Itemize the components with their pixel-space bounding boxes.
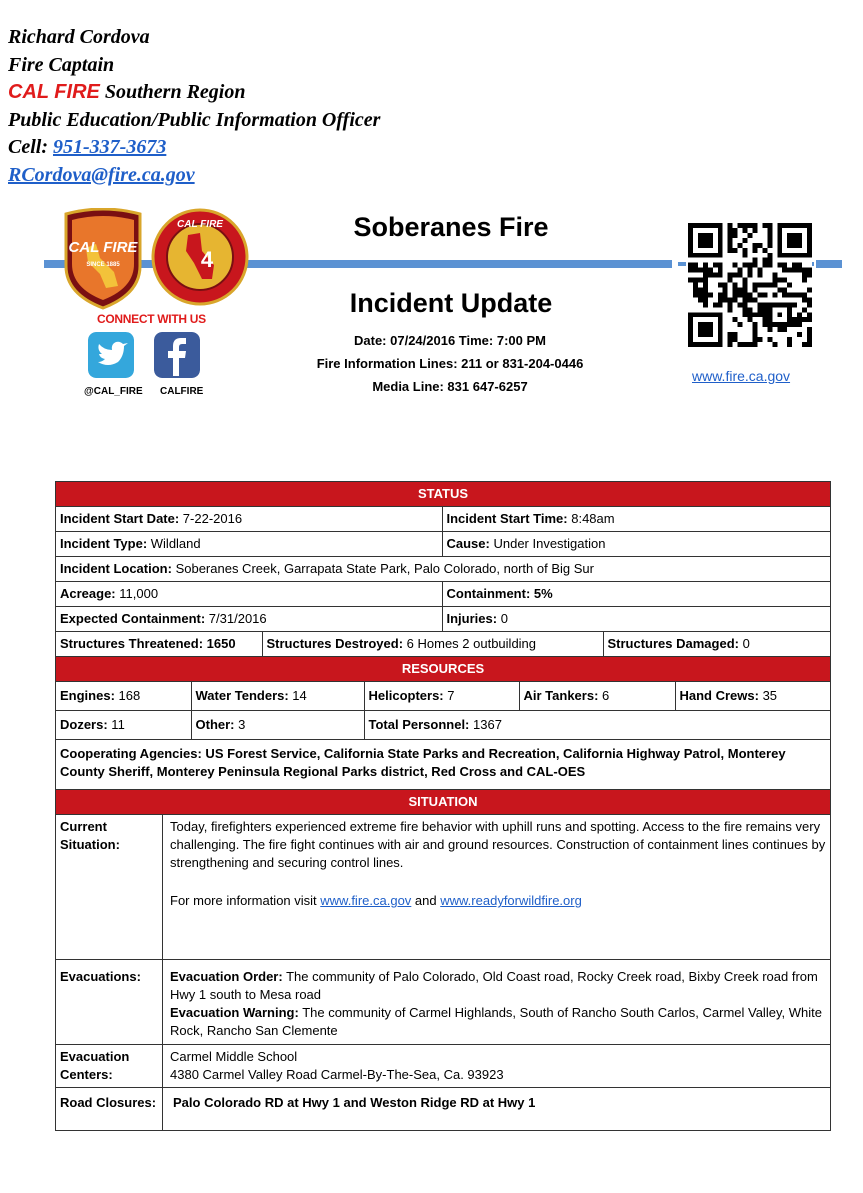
engines: Engines: 168 [56, 682, 191, 711]
cell-phone-link[interactable]: 951-337-3673 [53, 136, 167, 158]
incident-update-title: Incident Update [349, 288, 553, 318]
status-heading: STATUS [56, 482, 831, 507]
signature-cell [8, 134, 380, 162]
evacuation-centers-label: Evacuation Centers: [56, 1045, 163, 1088]
logo1-text: CAL FIRE [68, 239, 138, 256]
logo2-text: CAL FIRE [177, 219, 223, 230]
situation-heading: SITUATION [56, 790, 831, 815]
hand-crews: Hand Crews: 35 [675, 682, 830, 711]
incident-start-time: Incident Start Time: 8:48am [442, 507, 830, 532]
evacuation-order: Evacuation Order: The community of Palo Colorado, Old Coast road, Rocky Creek road, Bixby Creek road from Hwy 1 south to Mesa road [170, 969, 818, 1002]
signature-title: Fire Captain [8, 53, 115, 76]
incident-cause: Cause: Under Investigation [442, 532, 830, 557]
water-tenders: Water Tenders: 14 [191, 682, 364, 711]
twitter-handle[interactable]: @CAL_FIRE [84, 386, 143, 397]
status-rows [56, 507, 830, 632]
dozers: Dozers: 11 [56, 711, 191, 740]
current-situation [163, 815, 831, 960]
fire-name-title: Soberanes Fire [353, 212, 549, 242]
containment: Containment: 5% [442, 582, 830, 607]
facebook-icon[interactable] [154, 332, 200, 378]
resources-rows [56, 682, 830, 789]
twitter-icon[interactable] [88, 332, 134, 378]
header-rule-tick [678, 262, 686, 266]
incident-start-date: Incident Start Date: 7-22-2016 [56, 507, 442, 532]
logo2-number: 4 [200, 247, 214, 272]
signature-org-suffix: Southern Region [99, 81, 246, 103]
road-closures: Palo Colorado RD at Hwy 1 and Weston Ridge RD at Hwy 1 [163, 1088, 831, 1131]
acreage: Acreage: 11,000 [56, 582, 442, 607]
incident-table [55, 481, 831, 1131]
current-situation-label: Current Situation: [56, 815, 163, 960]
logo1-since: SINCE 1885 [86, 262, 120, 268]
resources-heading: RESOURCES [56, 657, 831, 682]
info-lines: Fire Information Lines: 211 or 831-204-0446 [316, 356, 584, 371]
readyforwildfire-link[interactable]: www.readyforwildfire.org [440, 893, 582, 908]
expected-containment: Expected Containment: 7/31/2016 [56, 607, 442, 632]
incident-location: Incident Location: Soberanes Creek, Garrapata State Park, Palo Colorado, north of Big Sur [56, 557, 830, 582]
evacuation-warning: Evacuation Warning: The community of Carmel Highlands, South of Rancho South Carlos, Carmel Valley, White Rock, Rancho San Clemente [170, 1005, 822, 1038]
signature-org-prefix: CAL FIRE [8, 81, 100, 103]
structures-row [56, 632, 830, 656]
more-info-line: For more information visit www.fire.ca.gov and www.readyforwildfire.org [170, 893, 582, 908]
qr-code [688, 222, 812, 348]
structures-damaged: Structures Damaged: 0 [603, 632, 830, 656]
evacuation-centers: Carmel Middle School 4380 Carmel Valley Road Carmel-By-The-Sea, Ca. 93923 [163, 1045, 831, 1088]
structures-threatened: Structures Threatened: 1650 [56, 632, 262, 656]
total-personnel: Total Personnel: 1367 [364, 711, 830, 740]
signature-org [8, 79, 380, 107]
structures-destroyed: Structures Destroyed: 6 Homes 2 outbuilding [262, 632, 603, 656]
air-tankers: Air Tankers: 6 [519, 682, 675, 711]
website-link[interactable]: www.fire.ca.gov [692, 368, 791, 384]
current-situation-text: Today, firefighters experienced extreme fire behavior with uphill runs and spotting. Access to the fire remains very challenging. The fire fight continues with air and ground resources. Construction of containment lines continues by strengthening and securing control lines. [170, 819, 826, 870]
evacuations-label: Evacuations: [56, 960, 163, 1045]
road-closures-label: Road Closures: [56, 1088, 163, 1131]
connect-with-us-label: CONNECT WITH US [97, 312, 206, 326]
imt-circle-logo [150, 207, 250, 307]
facebook-handle[interactable]: CALFIRE [160, 386, 204, 397]
date-time-line: Date: 07/24/2016 Time: 7:00 PM [354, 333, 546, 348]
header-rule-right [816, 260, 842, 268]
other-resources: Other: 3 [191, 711, 364, 740]
signature-role: Public Education/Public Information Officer [8, 108, 381, 131]
fire-ca-gov-link[interactable]: www.fire.ca.gov [320, 893, 412, 908]
cell-label: Cell: [8, 136, 53, 158]
cooperating-agencies: Cooperating Agencies: US Forest Service, California State Parks and Recreation, California Highway Patrol, Monterey County Sheriff, Monterey Peninsula Regional Parks district, Red Cross and CAL-OES [56, 740, 830, 790]
email-link[interactable]: RCordova@fire.ca.gov [8, 163, 195, 186]
evacuations [163, 960, 831, 1045]
helicopters: Helicopters: 7 [364, 682, 519, 711]
calfire-shield-logo [62, 208, 144, 310]
media-line: Media Line: 831 647-6257 [372, 379, 528, 394]
incident-type: Incident Type: Wildland [56, 532, 442, 557]
signature-name: Richard Cordova [8, 26, 150, 48]
signature-block [8, 24, 380, 189]
injuries: Injuries: 0 [442, 607, 830, 632]
